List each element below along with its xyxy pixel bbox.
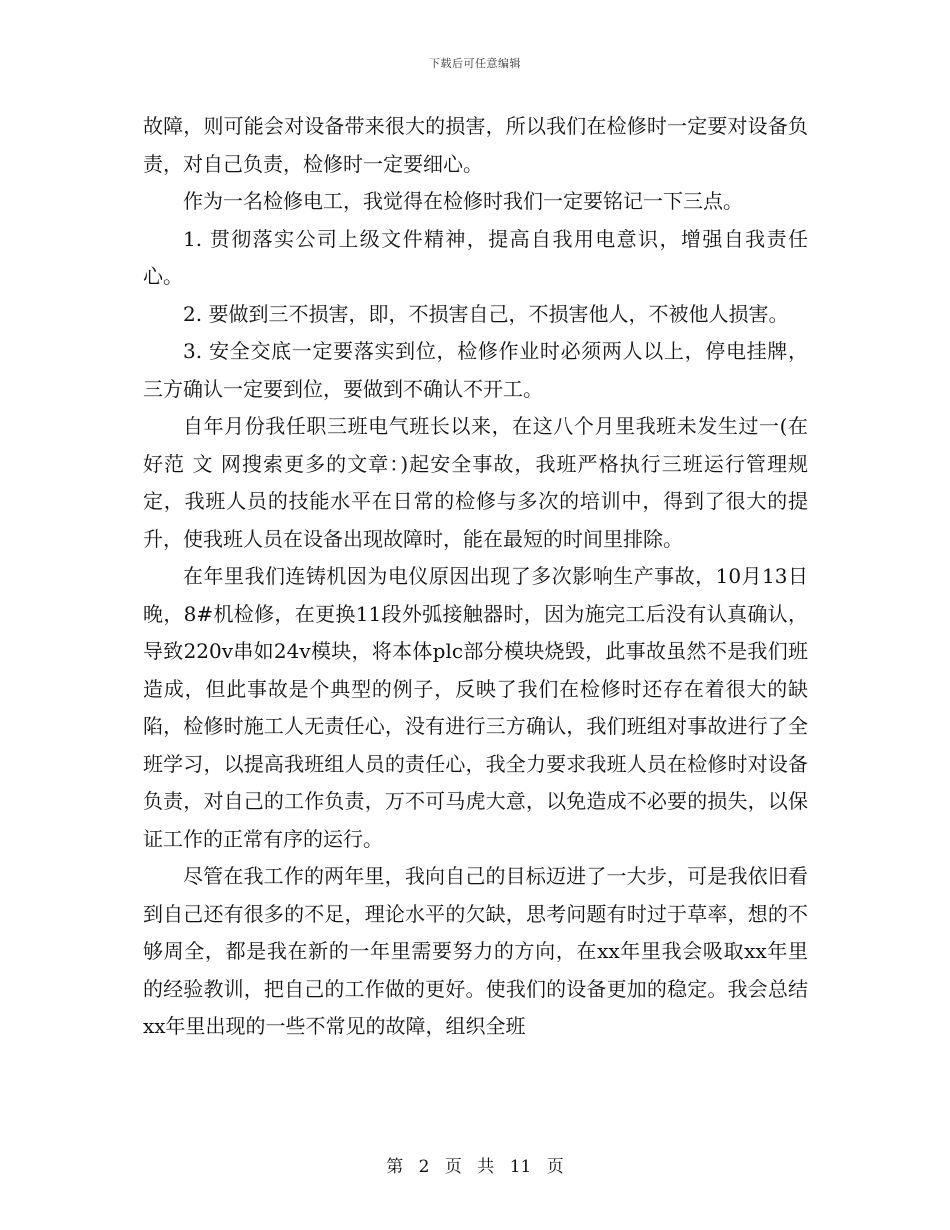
paragraph-3: 1. 贯彻落实公司上级文件精神，提高自我用电意识，增强自我责任心。 xyxy=(143,226,808,288)
footer-prefix: 第 xyxy=(386,1157,404,1177)
document-body xyxy=(143,108,808,1046)
paragraph-1: 故障，则可能会对设备带来很大的损害，所以我们在检修时一定要对设备负责，对自己负责，检修时一定要细心。 xyxy=(143,114,808,176)
footer-total-prefix: 共 xyxy=(477,1157,495,1177)
page-header: 下载后可任意编辑 xyxy=(429,57,521,70)
footer-current-page: 2 xyxy=(418,1157,430,1177)
paragraph-5: 3. 安全交底一定要落实到位，检修作业时必须两人以上，停电挂牌，三方确认一定要到位，要做到不确认不开工。 xyxy=(143,339,808,401)
footer-total-pages: 11 xyxy=(509,1157,532,1177)
paragraph-4: 2. 要做到三不损害，即，不损害自己，不损害他人，不被他人损害。 xyxy=(183,301,789,326)
paragraph-2: 作为一名检修电工，我觉得在检修时我们一定要铭记一下三点。 xyxy=(183,189,743,213)
paragraph-7: 在年里我们连铸机因为电仪原因出现了多次影响生产事故，10月13日晚，8#机检修，在更换11段外弧接触器时，因为施完工后没有认真确认，导致220v串如24v模块，将本体plc部分模块烧毁，此事故虽然不是我们班造成，但此事故是个典型的例子，反映了我们在检修时还存在着很大的缺陷，检修时施工人无责任心，没有进行三方确认，我们班组对事故进行了全班学习，以提高我班组人员的责任心，我全力要求我班人员在检修时对设备负责，对自己的工作负责，万不可马虎大意，以免造成不必要的损失，以保证工作的正常有序的运行。 xyxy=(143,564,808,851)
footer-page-label: 页 xyxy=(444,1157,462,1177)
footer-suffix: 页 xyxy=(546,1157,564,1177)
paragraph-8: 尽管在我工作的两年里，我向自己的目标迈进了一大步，可是我依旧看到自己还有很多的不足，理论水平的欠缺，思考问题有时过于草率，想的不够周全，都是我在新的一年里需要努力的方向，在xx年里我会吸取xx年里的经验教训，把自己的工作做的更好。使我们的设备更加的稳定。我会总结xx年里出现的一些不常见的故障，组织全班 xyxy=(143,864,808,1038)
page-footer xyxy=(0,1152,950,1177)
paragraph-6: 自年月份我任职三班电气班长以来，在这八个月里我班未发生过一(在好范 文 网搜索更多的文章：)起安全事故，我班严格执行三班运行管理规定，我班人员的技能水平在日常的检修与多次的培训中，得到了很大的提升，使我班人员在设备出现故障时，能在最短的时间里排除。 xyxy=(143,414,808,551)
